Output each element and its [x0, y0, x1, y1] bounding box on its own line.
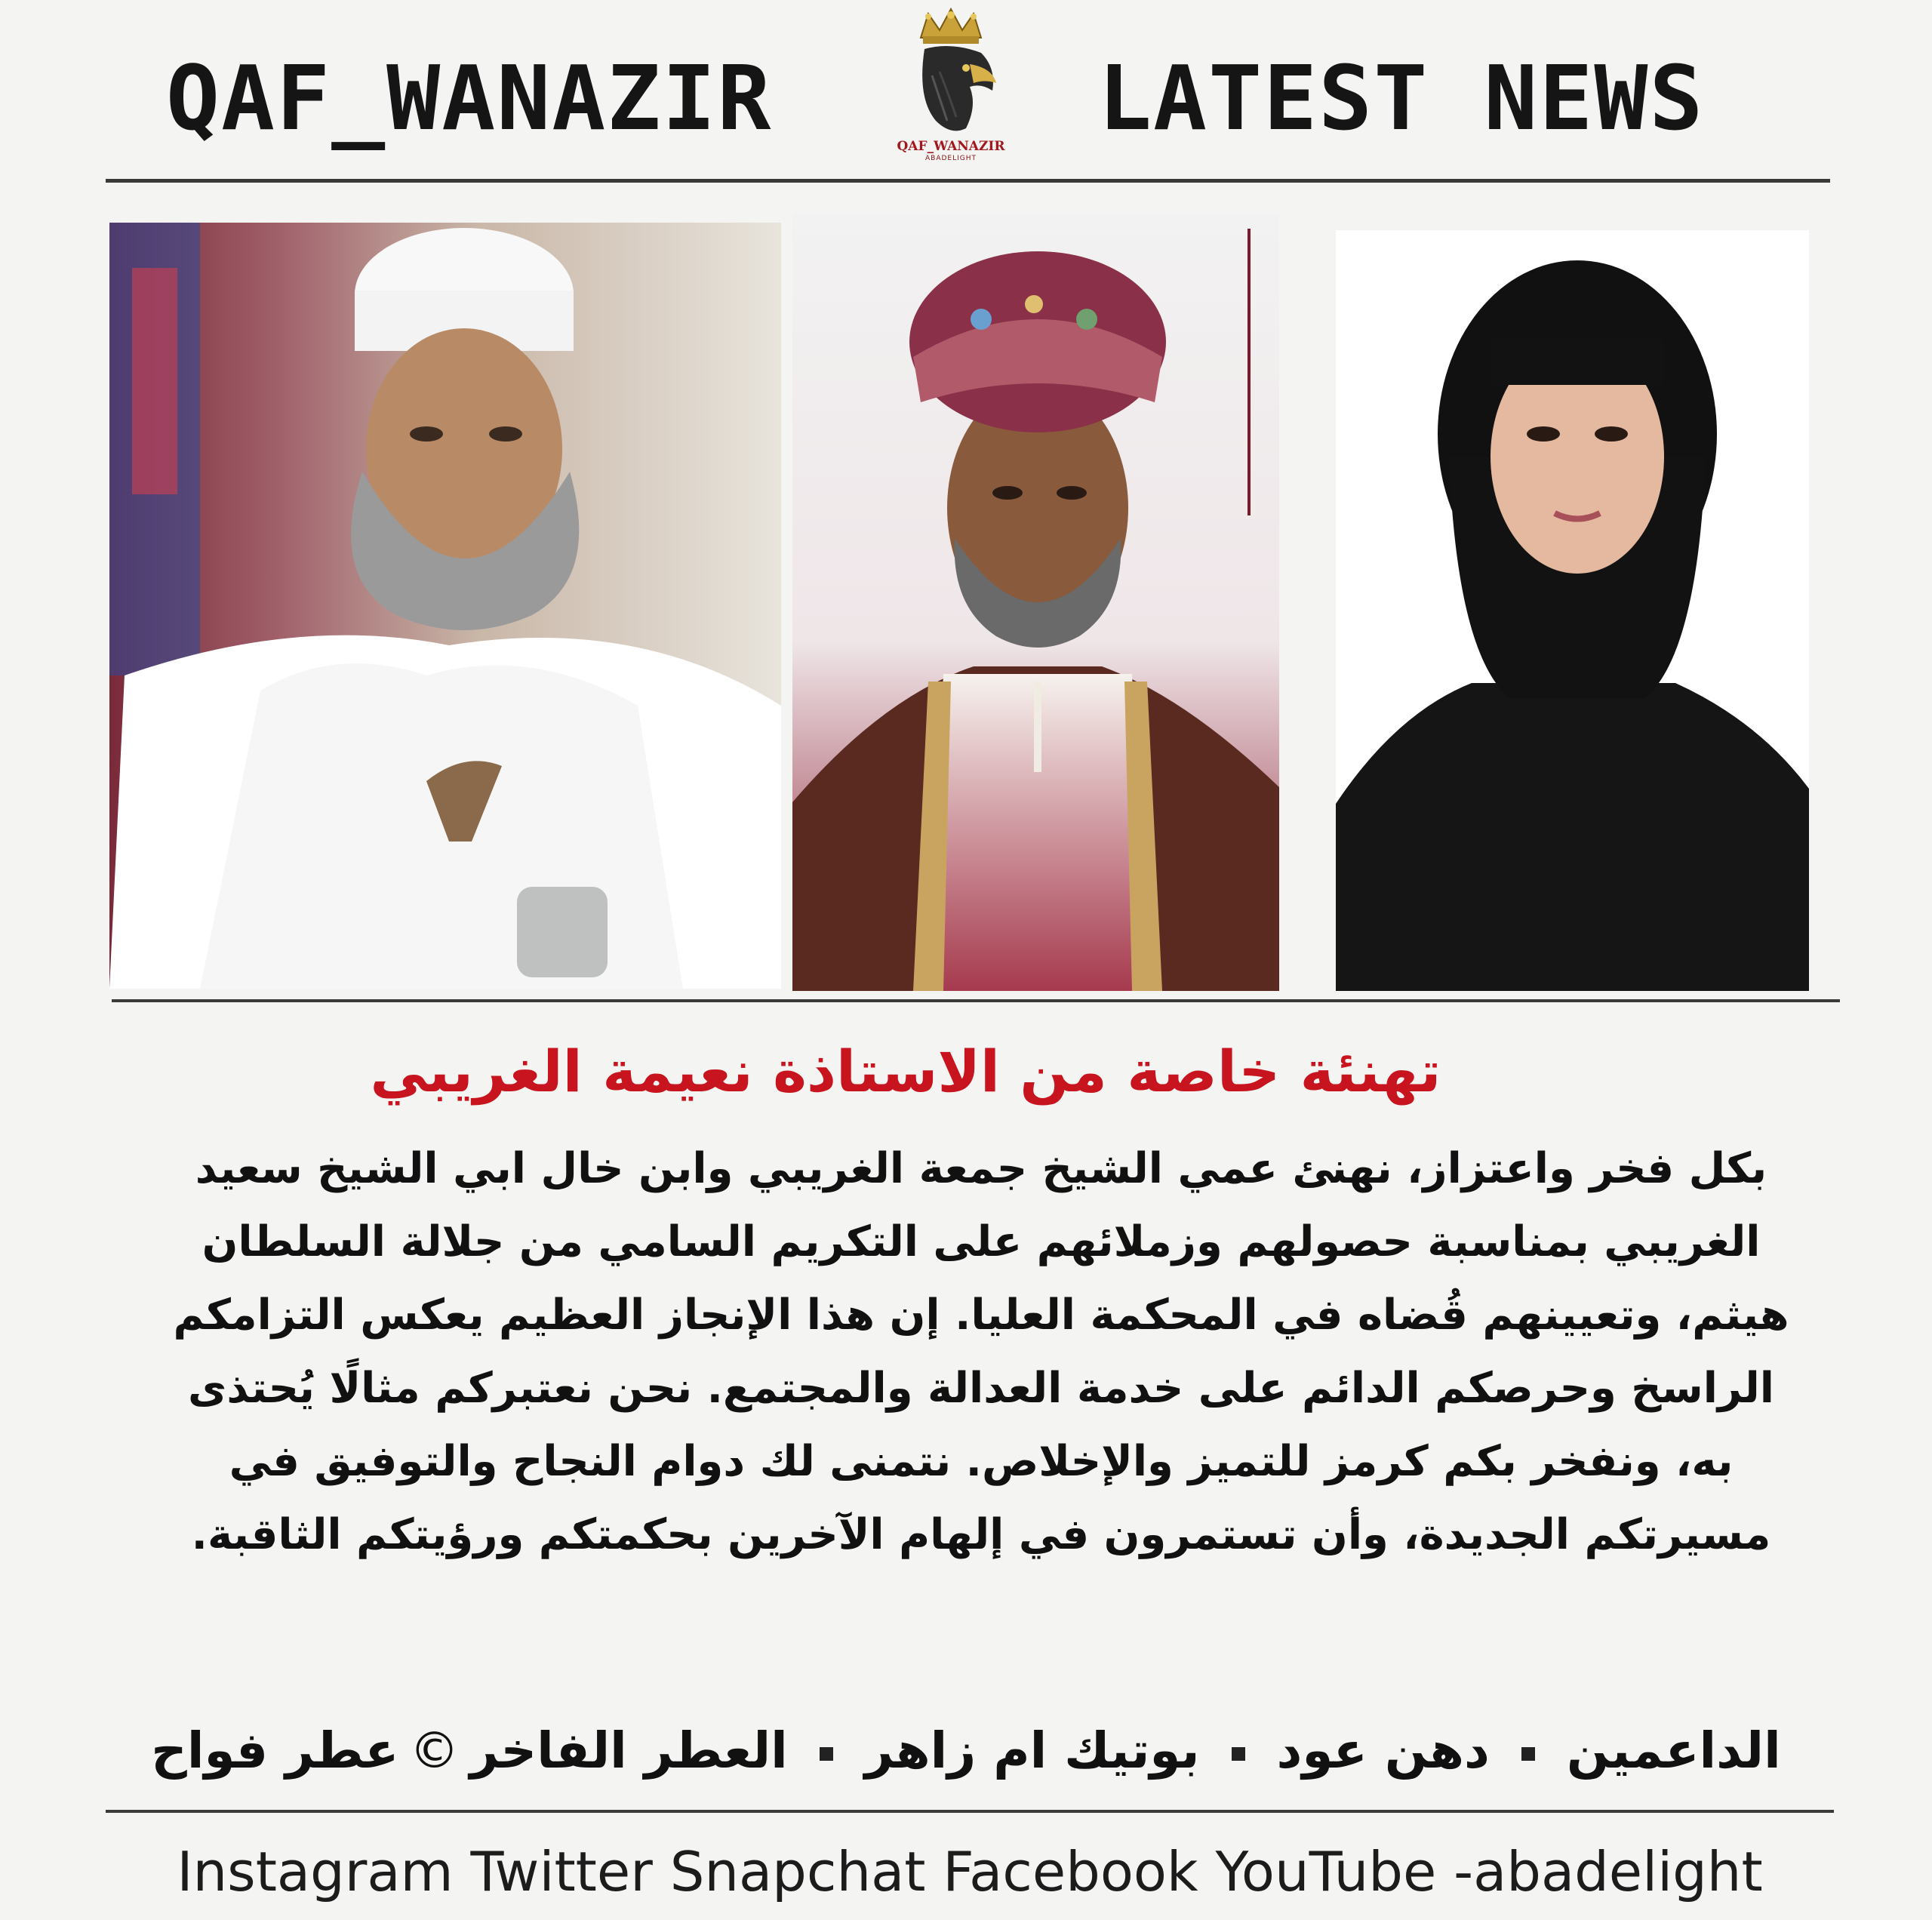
footer-divider [106, 1810, 1834, 1813]
sponsor-item: العطر الفاخر [469, 1722, 788, 1780]
logo-text: QAF_WANAZIR [897, 139, 1005, 154]
logo-subtext: ABADELIGHT [924, 155, 977, 162]
separator-square-icon [820, 1747, 833, 1761]
masthead-left-title: QAF_WANAZIR [166, 46, 773, 150]
masthead-right-title: LATEST NEWS [1098, 46, 1705, 150]
portrait-photo-right [1336, 230, 1809, 991]
sponsor-item: دهن عود [1276, 1722, 1490, 1780]
separator-square-icon [1521, 1747, 1535, 1761]
sponsors-line [106, 1709, 1826, 1792]
eagle-crown-icon [894, 8, 1008, 140]
sponsors-label: الداعمين [1566, 1722, 1781, 1780]
copyright-icon: © [409, 1722, 460, 1780]
photo-divider [112, 999, 1840, 1002]
portrait-photo-center [792, 214, 1279, 991]
brand-logo [894, 8, 1008, 170]
sponsor-item: عطر فواح [151, 1722, 399, 1780]
header-divider [106, 179, 1830, 183]
article-headline: تهنئة خاصة من الاستاذة نعيمة الغريبي [370, 1038, 1441, 1105]
social-handles: Instagram Twitter Snapchat Facebook YouTube -abadelight [177, 1840, 1763, 1903]
article-body: بكل فخر واعتزاز، نهنئ عمي الشيخ جمعة الغريبي وابن خال ابي الشيخ سعيد الغريبي بمناسبة حصولهم وزملائهم على التكريم السامي من جلالة السلطان هيثم، وتعيينهم قُضاه في المحكمة العليا. إن هذا الإنجاز العظيم يعكس التزامكم الراسخ وحرصكم الدائم على خدمة العدالة والمجتمع. نحن نعتبركم مثالًا يُحتذى به، ونفخر بكم كرمز للتميز والإخلاص. نتمنى لك دوام النجاح والتوفيق في مسيرتكم الجديدة، وأن تستمرون في إلهام الآخرين بحكمتكم ورؤيتكم الثاقبة. [173, 1144, 1789, 1559]
sponsor-item: بوتيك ام زاهر [864, 1722, 1200, 1780]
separator-square-icon [1232, 1747, 1245, 1761]
portrait-photo-left [109, 223, 781, 989]
